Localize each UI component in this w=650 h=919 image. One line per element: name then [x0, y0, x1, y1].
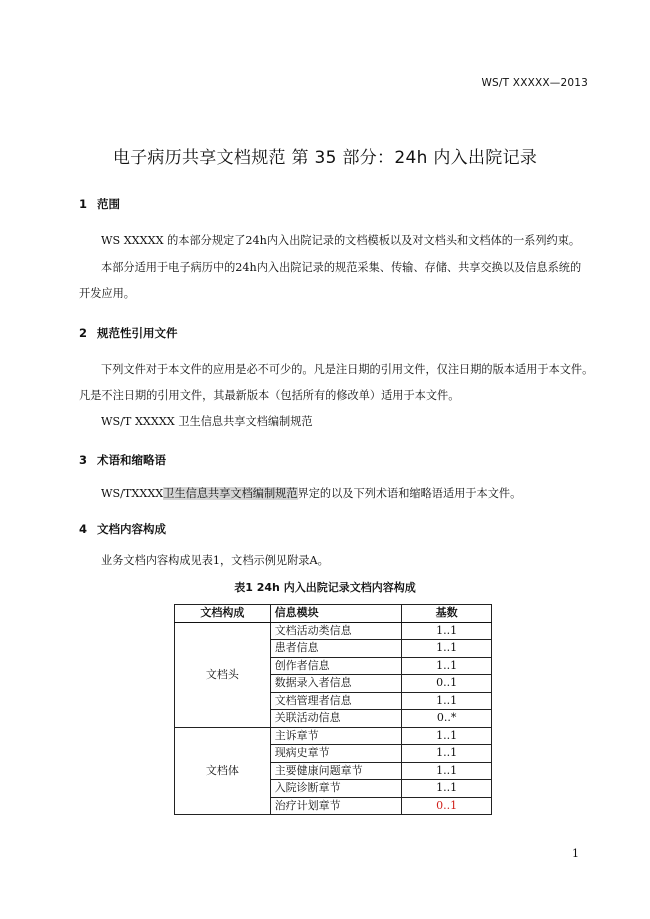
cardinality-cell: 0..1 [402, 797, 492, 815]
page-number: 1 [572, 847, 579, 860]
table-row [175, 727, 492, 745]
module-cell: 主要健康问题章节 [270, 762, 402, 780]
cardinality-cell: 1..1 [402, 640, 492, 658]
module-cell: 关联活动信息 [270, 710, 402, 728]
cardinality-cell: 1..1 [402, 657, 492, 675]
paragraph [79, 481, 599, 507]
module-cell: 患者信息 [270, 640, 402, 658]
paragraph: WS XXXXX 的本部分规定了24h内入出院记录的文档模板以及对文档头和文档体的一系列约束。 [101, 234, 581, 247]
module-cell: 主诉章节 [270, 727, 402, 745]
cardinality-cell: 1..1 [402, 692, 492, 710]
module-cell: 现病史章节 [270, 745, 402, 763]
reference-code: WS/TXXXX [101, 487, 164, 500]
column-header: 信息模块 [270, 605, 402, 623]
section-number: 3 [79, 453, 88, 467]
paragraph-text: 界定的以及下列术语和缩略语适用于本文件。 [297, 487, 522, 500]
section-title: 范围 [97, 197, 120, 211]
section-title: 术语和缩略语 [97, 453, 166, 467]
section-heading-normative-references [79, 325, 178, 341]
content-table [174, 604, 492, 815]
section-number: 4 [79, 522, 88, 536]
section-heading-content [79, 521, 166, 537]
cardinality-cell: 0..* [402, 710, 492, 728]
paragraph: 开发应用。 [79, 287, 135, 300]
module-cell: 数据录入者信息 [270, 675, 402, 693]
cardinality-cell: 1..1 [402, 622, 492, 640]
cardinality-cell: 1..1 [402, 745, 492, 763]
module-cell: 入院诊断章节 [270, 780, 402, 798]
table-caption: 表1 24h 内入出院记录文档内容构成 [234, 581, 416, 594]
paragraph: 业务文档内容构成见表1，文档示例见附录A。 [101, 554, 329, 567]
section-heading-scope [79, 196, 120, 212]
section-number: 1 [79, 197, 88, 211]
module-cell: 文档活动类信息 [270, 622, 402, 640]
paragraph: 下列文件对于本文件的应用是必不可少的。凡是注日期的引用文件，仅注日期的版本适用于本文件。 [101, 363, 594, 376]
standard-code: WS/T XXXXX—2013 [481, 77, 588, 89]
module-cell: 创作者信息 [270, 657, 402, 675]
section-number: 2 [79, 326, 88, 340]
table-header-row [175, 605, 492, 623]
column-header: 文档构成 [175, 605, 271, 623]
document-title: 电子病历共享文档规范 第 35 部分：24h 内入出院记录 [112, 148, 538, 168]
highlighted-reference-title: 卫生信息共享文档编制规范 [163, 487, 298, 500]
cardinality-cell: 1..1 [402, 727, 492, 745]
module-cell: 文档管理者信息 [270, 692, 402, 710]
table-row [175, 622, 492, 640]
section-heading-terms [79, 452, 166, 468]
table-body [175, 622, 492, 815]
paragraph: 凡是不注日期的引用文件，其最新版本（包括所有的修改单）适用于本文件。 [79, 389, 460, 402]
module-cell: 治疗计划章节 [270, 797, 402, 815]
paragraph: 本部分适用于电子病历中的24h内入出院记录的规范采集、传输、存储、共享交换以及信息系统的 [101, 261, 582, 274]
section-title: 文档内容构成 [97, 522, 166, 536]
paragraph: WS/T XXXXX 卫生信息共享文档编制规范 [101, 415, 313, 428]
column-header: 基数 [402, 605, 492, 623]
group-cell: 文档头 [175, 622, 271, 727]
section-title: 规范性引用文件 [97, 326, 178, 340]
group-cell: 文档体 [175, 727, 271, 815]
cardinality-cell: 1..1 [402, 762, 492, 780]
cardinality-cell: 0..1 [402, 675, 492, 693]
cardinality-cell: 1..1 [402, 780, 492, 798]
